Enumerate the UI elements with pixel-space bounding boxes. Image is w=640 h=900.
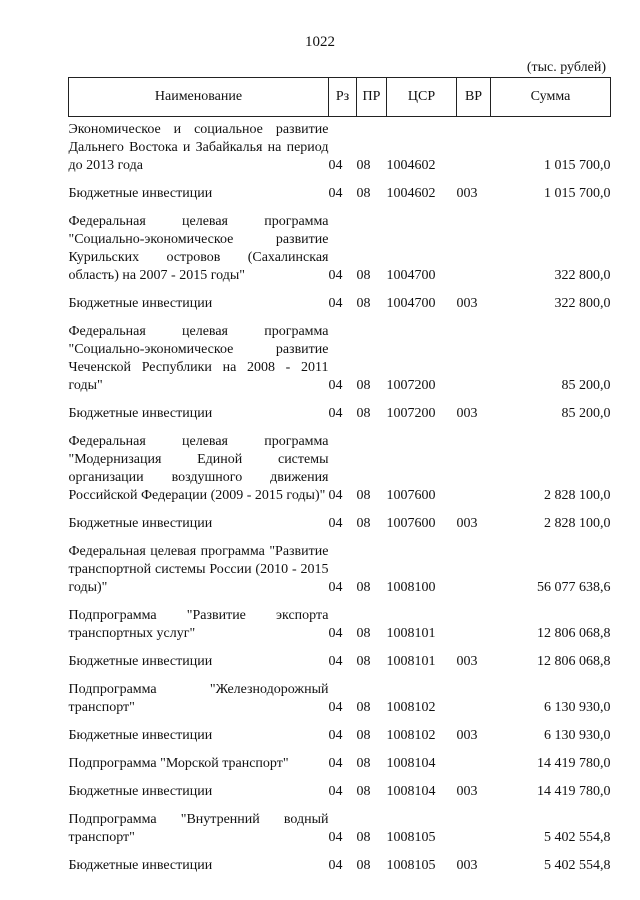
cell-name: Бюджетные инвестиции	[68, 784, 213, 799]
cell-pr: 08	[356, 700, 371, 715]
cell-pr: 08	[356, 488, 371, 503]
cell-name: Подпрограмма "Внутренний водный транспорт"	[68, 812, 329, 845]
cell-vr: 003	[456, 296, 478, 311]
cell-rz: 04	[328, 158, 343, 173]
cell-name: Бюджетные инвестиции	[68, 406, 213, 421]
table-row	[69, 750, 611, 778]
table-row	[69, 180, 611, 208]
table-row	[69, 318, 611, 400]
cell-rz: 04	[328, 378, 343, 393]
cell-csr: 1008104	[386, 756, 436, 771]
table-row	[69, 208, 611, 290]
cell-rz: 04	[328, 406, 343, 421]
cell-csr: 1008104	[386, 784, 436, 799]
cell-csr: 1007200	[386, 406, 436, 421]
page-number: 1022	[305, 34, 335, 50]
cell-csr: 1008105	[386, 858, 436, 873]
cell-rz: 04	[328, 654, 343, 669]
cell-name: Бюджетные инвестиции	[68, 858, 213, 873]
cell-rz: 04	[328, 728, 343, 743]
table-body	[69, 117, 611, 881]
header-sum: Сумма	[491, 78, 611, 117]
cell-rz: 04	[328, 626, 343, 641]
cell-sum: 6 130 930,0	[544, 728, 611, 743]
cell-sum: 85 200,0	[561, 406, 611, 421]
cell-name: Подпрограмма "Морской транспорт"	[68, 756, 289, 771]
cell-vr: 003	[456, 516, 478, 531]
cell-pr: 08	[356, 654, 371, 669]
cell-vr	[457, 208, 491, 290]
cell-pr: 08	[356, 728, 371, 743]
cell-sum: 322 800,0	[554, 296, 611, 311]
cell-sum: 322 800,0	[554, 268, 611, 283]
cell-rz: 04	[328, 700, 343, 715]
cell-csr: 1004602	[386, 186, 436, 201]
cell-sum: 14 419 780,0	[537, 756, 611, 771]
cell-csr: 1008102	[386, 700, 436, 715]
cell-rz: 04	[328, 830, 343, 845]
cell-rz: 04	[328, 488, 343, 503]
cell-name: Федеральная целевая программа "Модернизация Единой системы организации воздушного движения Российской Федерации (2009 - 2015 годы)"	[68, 434, 329, 503]
header-name: Наименование	[69, 78, 329, 117]
cell-vr: 003	[456, 728, 478, 743]
cell-rz: 04	[328, 858, 343, 873]
cell-vr: 003	[456, 654, 478, 669]
units-label: (тыс. рублей)	[526, 60, 606, 75]
table-row	[69, 648, 611, 676]
cell-pr: 08	[356, 516, 371, 531]
cell-rz: 04	[328, 268, 343, 283]
cell-vr: 003	[456, 858, 478, 873]
table-row	[69, 428, 611, 510]
table-row	[69, 117, 611, 181]
cell-sum: 12 806 068,8	[537, 626, 611, 641]
cell-sum: 1 015 700,0	[544, 158, 611, 173]
cell-csr: 1008101	[386, 626, 436, 641]
cell-sum: 2 828 100,0	[544, 516, 611, 531]
cell-csr: 1008102	[386, 728, 436, 743]
cell-rz: 04	[328, 186, 343, 201]
cell-vr: 003	[456, 186, 478, 201]
cell-sum: 85 200,0	[561, 378, 611, 393]
cell-pr: 08	[356, 296, 371, 311]
cell-csr: 1004700	[386, 268, 436, 283]
cell-pr: 08	[356, 580, 371, 595]
budget-table	[68, 77, 611, 880]
table-row	[69, 290, 611, 318]
cell-sum: 5 402 554,8	[544, 858, 611, 873]
table-row	[69, 852, 611, 880]
cell-csr: 1007600	[386, 488, 436, 503]
cell-pr: 08	[356, 830, 371, 845]
cell-pr: 08	[356, 784, 371, 799]
cell-pr: 08	[356, 626, 371, 641]
cell-sum: 5 402 554,8	[544, 830, 611, 845]
cell-csr: 1007600	[386, 516, 436, 531]
cell-sum: 2 828 100,0	[544, 488, 611, 503]
cell-pr: 08	[356, 406, 371, 421]
cell-pr: 08	[356, 268, 371, 283]
cell-sum: 6 130 930,0	[544, 700, 611, 715]
header-pr: ПР	[357, 78, 387, 117]
cell-name: Бюджетные инвестиции	[68, 186, 213, 201]
cell-name: Подпрограмма "Развитие экспорта транспортных услуг"	[68, 608, 329, 641]
cell-sum: 56 077 638,6	[537, 580, 611, 595]
cell-pr: 08	[356, 158, 371, 173]
header-vr: ВР	[457, 78, 491, 117]
cell-rz: 04	[328, 784, 343, 799]
cell-vr	[457, 602, 491, 648]
cell-vr	[457, 428, 491, 510]
table-header-row	[69, 78, 611, 117]
cell-csr: 1008100	[386, 580, 436, 595]
cell-name: Бюджетные инвестиции	[68, 654, 213, 669]
table-row	[69, 778, 611, 806]
cell-name: Федеральная целевая программа "Социально-экономическое развитие Чеченской Республики на 2008 - 2011 годы"	[68, 324, 329, 393]
cell-csr: 1008101	[386, 654, 436, 669]
cell-name: Экономическое и социальное развитие Дальнего Востока и Забайкалья на период до 2013 года	[68, 122, 329, 173]
cell-vr: 003	[456, 784, 478, 799]
header-rz: Рз	[329, 78, 357, 117]
cell-vr	[457, 117, 491, 181]
table-row	[69, 400, 611, 428]
table-row	[69, 538, 611, 602]
cell-csr: 1004602	[386, 158, 436, 173]
cell-pr: 08	[356, 858, 371, 873]
cell-name: Подпрограмма "Железнодорожный транспорт"	[68, 682, 329, 715]
cell-sum: 1 015 700,0	[544, 186, 611, 201]
table-row	[69, 806, 611, 852]
cell-vr: 003	[456, 406, 478, 421]
cell-csr: 1008105	[386, 830, 436, 845]
cell-csr: 1004700	[386, 296, 436, 311]
table-row	[69, 676, 611, 722]
table-row	[69, 602, 611, 648]
cell-name: Бюджетные инвестиции	[68, 728, 213, 743]
cell-vr	[457, 750, 491, 778]
cell-pr: 08	[356, 378, 371, 393]
cell-vr	[457, 318, 491, 400]
cell-pr: 08	[356, 756, 371, 771]
cell-rz: 04	[328, 580, 343, 595]
cell-rz: 04	[328, 516, 343, 531]
cell-rz: 04	[328, 756, 343, 771]
cell-name: Федеральная целевая программа "Развитие транспортной системы России (2010 - 2015 годы)"	[68, 544, 329, 595]
cell-vr	[457, 676, 491, 722]
cell-name: Бюджетные инвестиции	[68, 516, 213, 531]
header-csr: ЦСР	[387, 78, 457, 117]
table-row	[69, 722, 611, 750]
cell-pr: 08	[356, 186, 371, 201]
cell-sum: 14 419 780,0	[537, 784, 611, 799]
cell-name: Бюджетные инвестиции	[68, 296, 213, 311]
cell-name: Федеральная целевая программа "Социально-экономическое развитие Курильских островов (Сахалинская область) на 2007 - 2015 годы"	[68, 214, 329, 283]
cell-vr	[457, 538, 491, 602]
cell-csr: 1007200	[386, 378, 436, 393]
cell-rz: 04	[328, 296, 343, 311]
cell-vr	[457, 806, 491, 852]
cell-sum: 12 806 068,8	[537, 654, 611, 669]
table-row	[69, 510, 611, 538]
